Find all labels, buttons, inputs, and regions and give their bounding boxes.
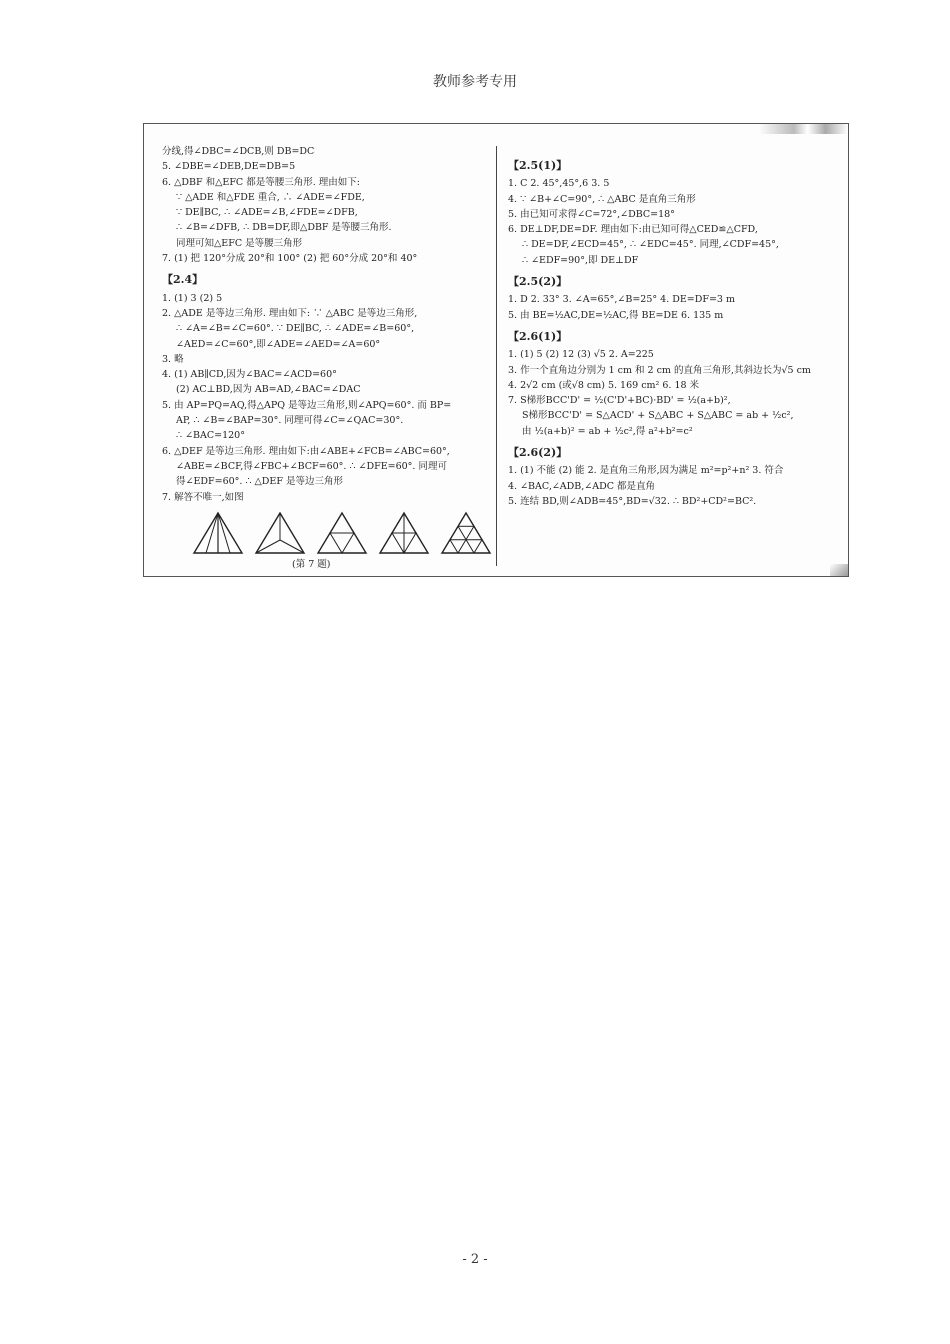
answer-line: 4. ∠BAC,∠ADB,∠ADC 都是直角 xyxy=(508,480,655,492)
section-heading: 【2.5(1)】 xyxy=(508,159,568,172)
section-heading: 【2.4】 xyxy=(162,273,204,287)
answer-line: 5. 由已知可求得∠C=72°,∠DBC=18° xyxy=(508,208,675,220)
answer-line: AP, ∴ ∠B=∠BAP=30°. 同理可得∠C=∠QAC=30°. xyxy=(176,415,404,427)
answer-line: 5. 连结 BD,则∠ADB=45°,BD=√32. ∴ BD²+CD²=BC². xyxy=(508,495,757,507)
answer-line: 1. C 2. 45°,45°,6 3. 5 xyxy=(508,178,610,190)
answer-line: 6. △DBF 和△EFC 都是等腰三角形. 理由如下: xyxy=(162,176,360,188)
answer-line: ∵ △ADE 和△FDE 重合, ∴ ∠ADE=∠FDE, xyxy=(176,191,365,203)
answer-line: ∴ ∠EDF=90°,即 DE⊥DF xyxy=(522,254,639,266)
page-number: - 2 - xyxy=(462,1252,488,1267)
answer-line: ∴ ∠BAC=120° xyxy=(176,430,245,442)
triangle-figure-4 xyxy=(378,511,430,555)
answer-line: 分线,得∠DBC=∠DCB,则 DB=DC xyxy=(162,146,315,157)
answer-line: ∴ ∠B=∠DFB, ∴ DB=DF,即△DBF 是等腰三角形. xyxy=(176,222,392,234)
answer-line: ∵ DE∥BC, ∴ ∠ADE=∠B,∠FDE=∠DFB, xyxy=(176,207,358,219)
answer-line: 同理可知△EFC 是等腰三角形 xyxy=(176,237,303,249)
answer-line: 5. ∠DBE=∠DEB,DE=DB=5 xyxy=(162,161,296,173)
answer-line: (2) AC⊥BD,因为 AB=AD,∠BAC=∠DAC xyxy=(176,384,361,396)
column-divider xyxy=(496,146,497,566)
right-answer-column xyxy=(508,152,843,509)
answer-line: S梯形BCC'D' = S△ACD' + S△ABC + S△ABC = ab + ½c², xyxy=(522,410,794,422)
answer-line: ∠ABE=∠BCF,得∠FBC+∠BCF=60°. ∴ ∠DFE=60°. 同理可 xyxy=(176,460,447,472)
scanned-answer-sheet xyxy=(143,123,849,577)
answer-line: 4. ∵ ∠B+∠C=90°, ∴ △ABC 是直角三角形 xyxy=(508,193,696,205)
answer-line: 1. (1) 不能 (2) 能 2. 是直角三角形,因为满足 m²=p²+n² 3. 符合 xyxy=(508,465,784,477)
triangle-figure-2 xyxy=(254,511,306,555)
figure-caption: (第 7 题) xyxy=(292,558,331,570)
answer-line: 由 ½(a+b)² = ab + ½c²,得 a²+b²=c² xyxy=(522,425,693,437)
answer-line: 1. D 2. 33° 3. ∠A=65°,∠B=25° 4. DE=DF=3 m xyxy=(508,294,735,306)
triangle-figure-5 xyxy=(440,511,492,555)
triangle-figures xyxy=(192,511,492,555)
answer-line: 1. (1) 5 (2) 12 (3) √5 2. A=225 xyxy=(508,349,654,361)
answer-line: ∴ ∠A=∠B=∠C=60°. ∵ DE∥BC, ∴ ∠ADE=∠B=60°, xyxy=(176,323,415,335)
answer-line: ∠AED=∠C=60°,即∠ADE=∠AED=∠A=60° xyxy=(176,338,381,350)
triangle-figure-3 xyxy=(316,511,368,555)
left-answer-column xyxy=(162,144,492,572)
answer-line: 3. 略 xyxy=(162,353,184,365)
answer-line: 5. 由 BE=½AC,DE=½AC,得 BE=DE 6. 135 m xyxy=(508,309,724,321)
answer-line: 1. (1) 3 (2) 5 xyxy=(162,292,223,304)
scan-artifact xyxy=(758,124,848,134)
triangle-figure-1 xyxy=(192,511,244,555)
answer-line: 7. (1) 把 120°分成 20°和 100° (2) 把 60°分成 20°和 40° xyxy=(162,253,418,265)
answer-line: 4. (1) AB∥CD,因为∠BAC=∠ACD=60° xyxy=(162,369,337,381)
answer-line: 7. S梯形BCC'D' = ½(C'D'+BC)·BD' = ½(a+b)², xyxy=(508,395,731,407)
section-heading: 【2.6(2)】 xyxy=(508,446,568,460)
answer-line: 5. 由 AP=PQ=AQ,得△APQ 是等边三角形,则∠APQ=60°. 而 BP= xyxy=(162,399,452,411)
answer-line: 2. △ADE 是等边三角形. 理由如下: ∵ △ABC 是等边三角形, xyxy=(162,307,418,319)
scan-artifact xyxy=(830,564,848,576)
answer-line: 7. 解答不唯一,如图 xyxy=(162,491,244,503)
answer-line: 4. 2√2 cm (或√8 cm) 5. 169 cm² 6. 18 米 xyxy=(508,379,700,391)
answer-line: 6. △DEF 是等边三角形. 理由如下:由∠ABE+∠FCB=∠ABC=60°, xyxy=(162,445,450,457)
section-heading: 【2.6(1)】 xyxy=(508,329,568,343)
answer-line: ∴ DE=DF,∠ECD=45°, ∴ ∠EDC=45°. 同理,∠CDF=45°, xyxy=(522,239,779,251)
answer-line: 得∠EDF=60°. ∴ △DEF 是等边三角形 xyxy=(176,476,343,488)
page-header: 教师参考专用 xyxy=(433,74,517,90)
answer-line: 3. 作一个直角边分别为 1 cm 和 2 cm 的直角三角形,其斜边长为√5 cm xyxy=(508,364,811,376)
section-heading: 【2.5(2)】 xyxy=(508,275,568,289)
answer-line: 6. DE⊥DF,DE=DF. 理由如下:由已知可得△CED≌△CFD, xyxy=(508,224,758,236)
